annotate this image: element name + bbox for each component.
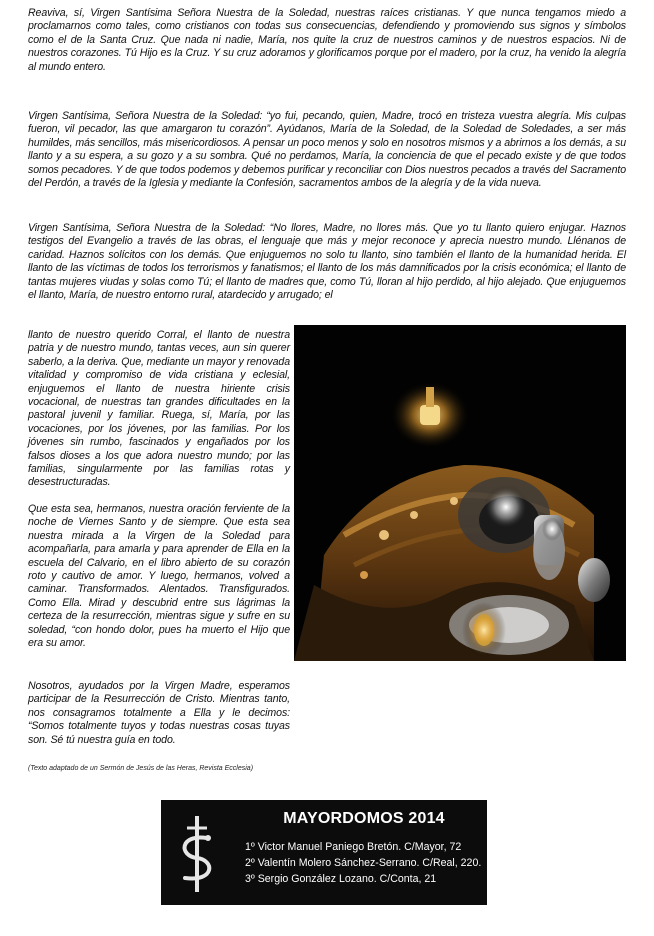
paragraph-4: Que esta sea, hermanos, nuestra oración ferviente de la noche de Viernes Santo y de siempre. Que esta sea nuestra mirada a la Virgen de la Soledad para acompañarla, para amarla y para aprender de Ella en la escuela del Calvario, en el libro abierto de su corazón roto y cautivo de amor. Y luego, hermanos, volved a caminar. Transformados. Alentados. Transfigurados. Como Ella. Mirad y descubrid entre sus lágrimas la certeza de la resurrección, mientras sigue y sufre en su soledad, “con hondo dolor, pues ha muerto el Hijo que era su amor. bbox=[28, 503, 290, 650]
procession-photo bbox=[294, 325, 626, 661]
mayordomos-box bbox=[161, 800, 487, 905]
cross-serpent-emblem-icon bbox=[173, 812, 221, 896]
paragraph-5: Nosotros, ayudados por la Virgen Madre, esperamos participar de la Resurrección de Cristo. Mientras tanto, nos consagramos totalmente a Ella y le decimos: “Somos totalmente tuyos y todas nuestras cosas tuyas son. Sé tú nuestra guía en todo. bbox=[28, 680, 290, 746]
mayordomo-line-1: 1º Victor Manuel Paniego Bretón. C/Mayor, 72 bbox=[245, 841, 462, 853]
mayordomos-title: MAYORDOMOS 2014 bbox=[283, 810, 445, 827]
mayordomo-line-3: 3º Sergio González Lozano. C/Conta, 21 bbox=[245, 873, 437, 885]
mayordomo-line-2: 2º Valentín Molero Sánchez-Serrano. C/Real, 220. bbox=[245, 857, 482, 869]
paragraph-1: Reaviva, sí, Virgen Santísima Señora Nuestra de la Soledad, nuestras raíces cristianas. Y que nunca tengamos miedo a proclamarnos como tales, como cristianos con todas sus consecuencias, defendiendo y promoviendo sus signos y símbolos como el de la Santa Cruz. Que nada ni nadie, María, nos quite la cruz de nuestros caminos y de nuestros espacios. Ni de nuestros corazones. Tú Hijo es la Cruz. Y su cruz adoramos y glorificamos porque por el madero, por la cruz, ha venido la alegría al mundo entero. bbox=[28, 7, 626, 73]
source-note: (Texto adaptado de un Sermón de Jesús de las Heras, Revista Ecclesia) bbox=[28, 765, 254, 772]
paragraph-3: Virgen Santísima, Señora Nuestra de la Soledad: “No llores, Madre, no llores más. Que yo tu llanto quiero enjugar. Haznos testigos del Evangelio a través de las obras, el lenguaje que más y mejor reconoce y aprecia nuestro mundo. Llénanos de caridad. Haznos solícitos con los demás. Que enjuguemos no solo tu llanto, sino también el llanto de la humanidad herida. El llanto de las víctimas de todos los terrorismos y fanatismos; el llanto de los más damnificados por la crisis económica; el llanto de tantas mujeres viudas y solas como Tú; el llanto de madres que, como Tú, lloran al hijo perdido, al hijo alejado. Que enjuguemos el llanto, María, de nuestro entorno rural, atardecido y arrugado; el bbox=[28, 222, 626, 302]
paragraph-3-continued: llanto de nuestro querido Corral, el llanto de nuestra patria y de nuestro mundo, tantas veces, aun sin querer saberlo, a la deriva. Que, mediante un mayor y renovada vitalidad y compromiso de vida cristiana y eclesial, enjuguemos el llanto de nuestra hiriente crisis vocacional, de nuestras tan grandes dificultades en la pastoral juvenil y familiar. Ruega, sí, María, por las vocaciones, por los jóvenes, por las familias. Por los jóvenes sin rumbo, fascinados y engañados por los falsos dioses a los que adora nuestro mundo; por las familias, singularmente por las familias rotas y desestructuradas. bbox=[28, 329, 290, 489]
paragraph-2: Virgen Santísima, Señora Nuestra de la Soledad: “yo fui, pecando, quien, Madre, trocó en tristeza vuestra alegría. Mis culpas fueron, vil pecador, las que amargaron tu corazón”. Ayúdanos, María de la Soledad, de la Soledad de Soledades, a ser más humildes, más sencillos, más misericordiosos. A pensar un poco menos y solo en nosotros mismos y a abrirnos a los demás, a su llanto y a su espera, a su gozo y a su sombra. Qué no perdamos, María, la conciencia de que el pecado existe y de que todos somos pecadores. Y de que todos podemos y debemos purificar y reconciliar con Dios nuestros pecados a través del Sacramento del Perdón, a través de la Iglesia y mediante la Confesión, sacramentos ambos de la alegría y de la vida nueva. bbox=[28, 110, 626, 190]
